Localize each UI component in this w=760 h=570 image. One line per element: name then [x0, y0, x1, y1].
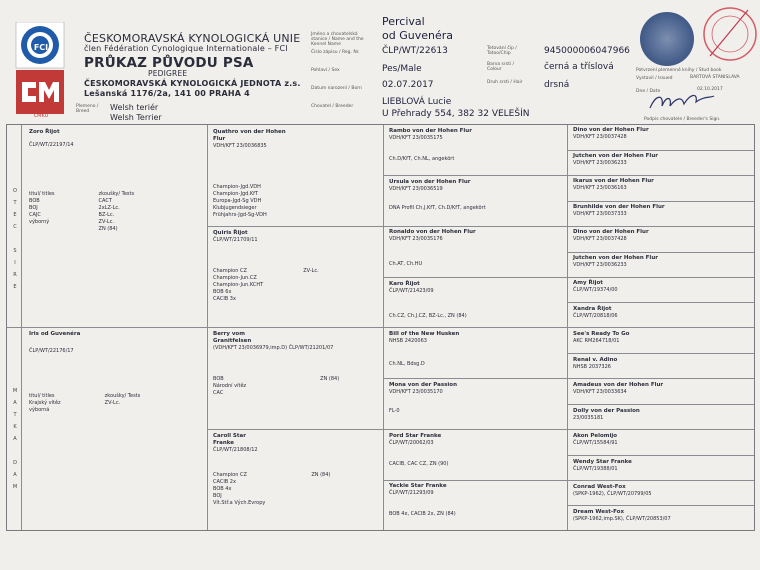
dog-dob: 02.07.2017	[382, 80, 434, 90]
gg-grandparent-cell: Dino von der Hohen Flur VDH/KFT 23/0037428	[573, 229, 649, 242]
issuer-address: Lešanská 1176/2a, 141 00 PRAHA 4	[84, 89, 250, 98]
issuer-name: ČESKOMORAVSKÁ KYNOLOGICKÁ JEDNOTA z.s.	[84, 79, 301, 88]
chip-label: Tetování čip / Tatoo/Chip	[487, 46, 517, 56]
dam-cell: Iris od Guvenéra ČLP/WT/22176/17 titul/ titles Krajský vítěz výborná zkoušky/ Tests ZV-Lc.	[29, 331, 199, 414]
dog-sex: Pes/Male	[382, 64, 422, 74]
grandparent-cell: Quathro von der Hohen Flur VDH/KFT 23/0036835 Champion-Jgd.VDH Champion-Jgd.KfT Europa-Jgd-Sg VDH Klubjugendsieger Frühjahrs-Jgd-Sg-VDH	[213, 129, 378, 219]
grandparent-reg: VDH/KFT 23/0036835	[213, 143, 267, 149]
gg-grandparent-cell: Dino von der Hohen Flur VDH/KFT 23/0037428	[573, 127, 649, 140]
dog-reg-no: ČLP/WT/22613	[382, 46, 448, 56]
dob-label: Datum narození / Born	[311, 86, 362, 91]
grandparent-reg: ČLP/WT/21808/12	[213, 447, 258, 453]
gg-grandparent-cell: Wendy Star Franke ČLP/WT/19388/01	[573, 459, 632, 472]
dog-name-line2: od Guvenéra	[382, 29, 453, 42]
org-name: ČESKOMORAVSKÁ KYNOLOGICKÁ UNIE	[84, 32, 301, 45]
grandparent-reg: (VDH/KFT 23/0036979,imp.D) ČLP/WT/21201/07	[213, 345, 334, 351]
gg-grandparent-cell: Conrad West-Fox (SPKP-1962), ČLP/WT/20799/05	[573, 484, 652, 497]
grandparent-cell: Berry vom Granitfelsen (VDH/KFT 23/0036979,imp.D) ČLP/WT/21201/07 BOB Národní vítěz CAC ZN (84)	[213, 331, 381, 397]
grandparent-name: Quathro von der Hohen Flur	[213, 129, 286, 142]
grandparent-reg: ČLP/WT/21709/11	[213, 237, 258, 243]
pedigree-table	[6, 124, 755, 531]
gg-grandparent-cell: Jutchen von der Hohen Flur VDH/KFT 23/0036233	[573, 153, 658, 166]
grandparent-name: Berry vom Granitfelsen	[213, 331, 252, 344]
issue-date: 02.10.2017	[697, 87, 723, 92]
signature-label: Podpis chovatele / Breeder's Sign.	[644, 117, 721, 122]
gg-grandparent-cell: See's Ready To Go AKC RM264718/01	[573, 331, 630, 344]
issued-label: Vystavil / Issued	[636, 76, 673, 81]
dog-colour: černá a tříslová	[544, 62, 614, 72]
sire-cell: Zoro Řijot ČLP/WT/22197/14 titul/ titles BOB BOJ CAJC výborný zkoušky/ Tests CACT 2xLZ-Lc. BZ-Lc. ZV-Lc. ZN (84)	[29, 129, 199, 233]
gg-grandparent-cell: Xandra Řijot ČLP/WT/20818/06	[573, 306, 618, 319]
dam-reg: ČLP/WT/22176/17	[29, 348, 74, 354]
grandparent-cell: Caroll Star Franke ČLP/WT/21808/12 Champion CZ CACIB 2x BOB 4x BOJ Vít.Stř.a Vých.Evropy ZN (84)	[213, 433, 378, 507]
red-stamp	[700, 4, 760, 64]
grandparent-name: Quiris Řijot	[213, 230, 248, 236]
sire-side-label: O T E C S I R E	[13, 188, 17, 290]
breeder-name: LIEBLOVÁ Lucie	[382, 97, 452, 107]
dog-coat: drsná	[544, 80, 570, 90]
breed-cz: Welsh teriér	[110, 103, 159, 112]
great-grandparent-cell: Karo Řijot ČLP/WT/21423/09 Ch.CZ, Ch.J.CZ, BZ-Lc., ZN (84)	[389, 281, 467, 319]
reg-label: Číslo zápisu / Reg. Nr.	[311, 50, 360, 55]
sex-label: Pohlaví / Sex	[311, 68, 340, 73]
document-title: PRŮKAZ PŮVODU PSA	[84, 55, 254, 71]
grandparent-cell: Quiris Řijot ČLP/WT/21709/11 Champion CZ Champion-Jun.CZ Champion-Jun.KCHT BOB 6x CACIB 3x ZV-Lc.	[213, 230, 378, 303]
great-grandparent-cell: Ursula von der Hohen Flur VDH/KFT 23/0036519 DNA Profil Ch.J.KfT, Ch.D/KfT, angekört	[389, 179, 486, 211]
stud-book-stamp	[640, 12, 694, 66]
sire-name: Zoro Řijot	[29, 129, 60, 135]
gg-grandparent-cell: Amy Řijot ČLP/WT/19374/00	[573, 280, 618, 293]
gg-grandparent-cell: Jutchen von der Hohen Flur VDH/KFT 23/0036233	[573, 255, 658, 268]
date-label: Dne / Date	[636, 89, 661, 94]
fci-membership: člen Fédération Cynologique Internationale – FCI	[84, 44, 288, 53]
great-grandparent-cell: Mona von der Passion VDH/KFT 23/0035170 FL-0	[389, 382, 458, 414]
gg-grandparent-cell: Dream West-Fox (SPKP-1962,imp.SK), ČLP/WT/20853/07	[573, 509, 671, 522]
great-grandparent-cell: Pord Star Franke ČLP/WT/20062/03 CACIB, CAC CZ, ZN (90)	[389, 433, 449, 467]
dam-name: Iris od Guvenéra	[29, 331, 81, 337]
dog-chip: 945000006047966	[544, 46, 630, 56]
name-label: Jméno a chovatelská stanice / Name and the Kennel Name	[311, 32, 364, 47]
gg-grandparent-cell: Brunhilde von der Hohen Flur VDH/KFT 23/0037333	[573, 204, 665, 217]
coat-label: Druh srsti / Hair	[487, 80, 523, 85]
breed-en: Welsh Terrier	[110, 113, 162, 122]
issuer-person: BARTOVÁ STANISLAVA	[690, 75, 740, 80]
great-grandparent-cell: Rambo von der Hohen Flur VDH/KFT 23/0035175 Ch.D/KfT, Ch.NL, angekört	[389, 128, 472, 162]
breeder-signature	[646, 90, 716, 114]
dam-side-label: M A T K A D A M	[12, 388, 18, 490]
gg-grandparent-cell: Renal v. Adino NHSB 2037326	[573, 357, 618, 370]
fci-logo-label: FCI	[33, 42, 49, 52]
gg-grandparent-cell: Dolly von der Passion 23/0035181	[573, 408, 640, 421]
great-grandparent-cell: Yackie Star Franke ČLP/WT/21293/09 BOB 4x, CACIB 2x, ZN (84)	[389, 483, 456, 517]
gg-grandparent-cell: Amadeus von der Hohen Flur VDH/KFT 23/0033634	[573, 382, 664, 395]
great-grandparent-cell: Ronaldo von der Hohen Flur VDH/KFT 23/0035176 Ch.AT, Ch.HU	[389, 229, 476, 267]
colour-label: Barva srsti / Colour	[487, 62, 515, 72]
document-subtitle: PEDIGREE	[148, 69, 188, 78]
gg-grandparent-cell: Akon Pelomijo ČLP/WT/15584/91	[573, 433, 618, 446]
grandparent-name: Caroll Star Franke	[213, 433, 246, 446]
stud-book-label: Potvrzení plemenné knihy / Stud book	[636, 68, 722, 73]
cmku-logo-label: CMKU	[33, 113, 49, 119]
gg-grandparent-cell: Ikarus von der Hohen Flur VDH/KFT 23/0036163	[573, 178, 654, 191]
breeder-address: U Přehrady 554, 382 32 VELEŠÍN	[382, 109, 530, 119]
dog-name-line1: Percival	[382, 15, 425, 28]
breed-label: Plemeno / Breed	[76, 104, 99, 114]
great-grandparent-cell: Bill of the New Husken NHSB 2420063 Ch.NL, Bdsg.D	[389, 331, 460, 367]
sire-reg: ČLP/WT/22197/14	[29, 142, 74, 148]
breeder-label: Chovatel / Breeder	[311, 104, 354, 109]
